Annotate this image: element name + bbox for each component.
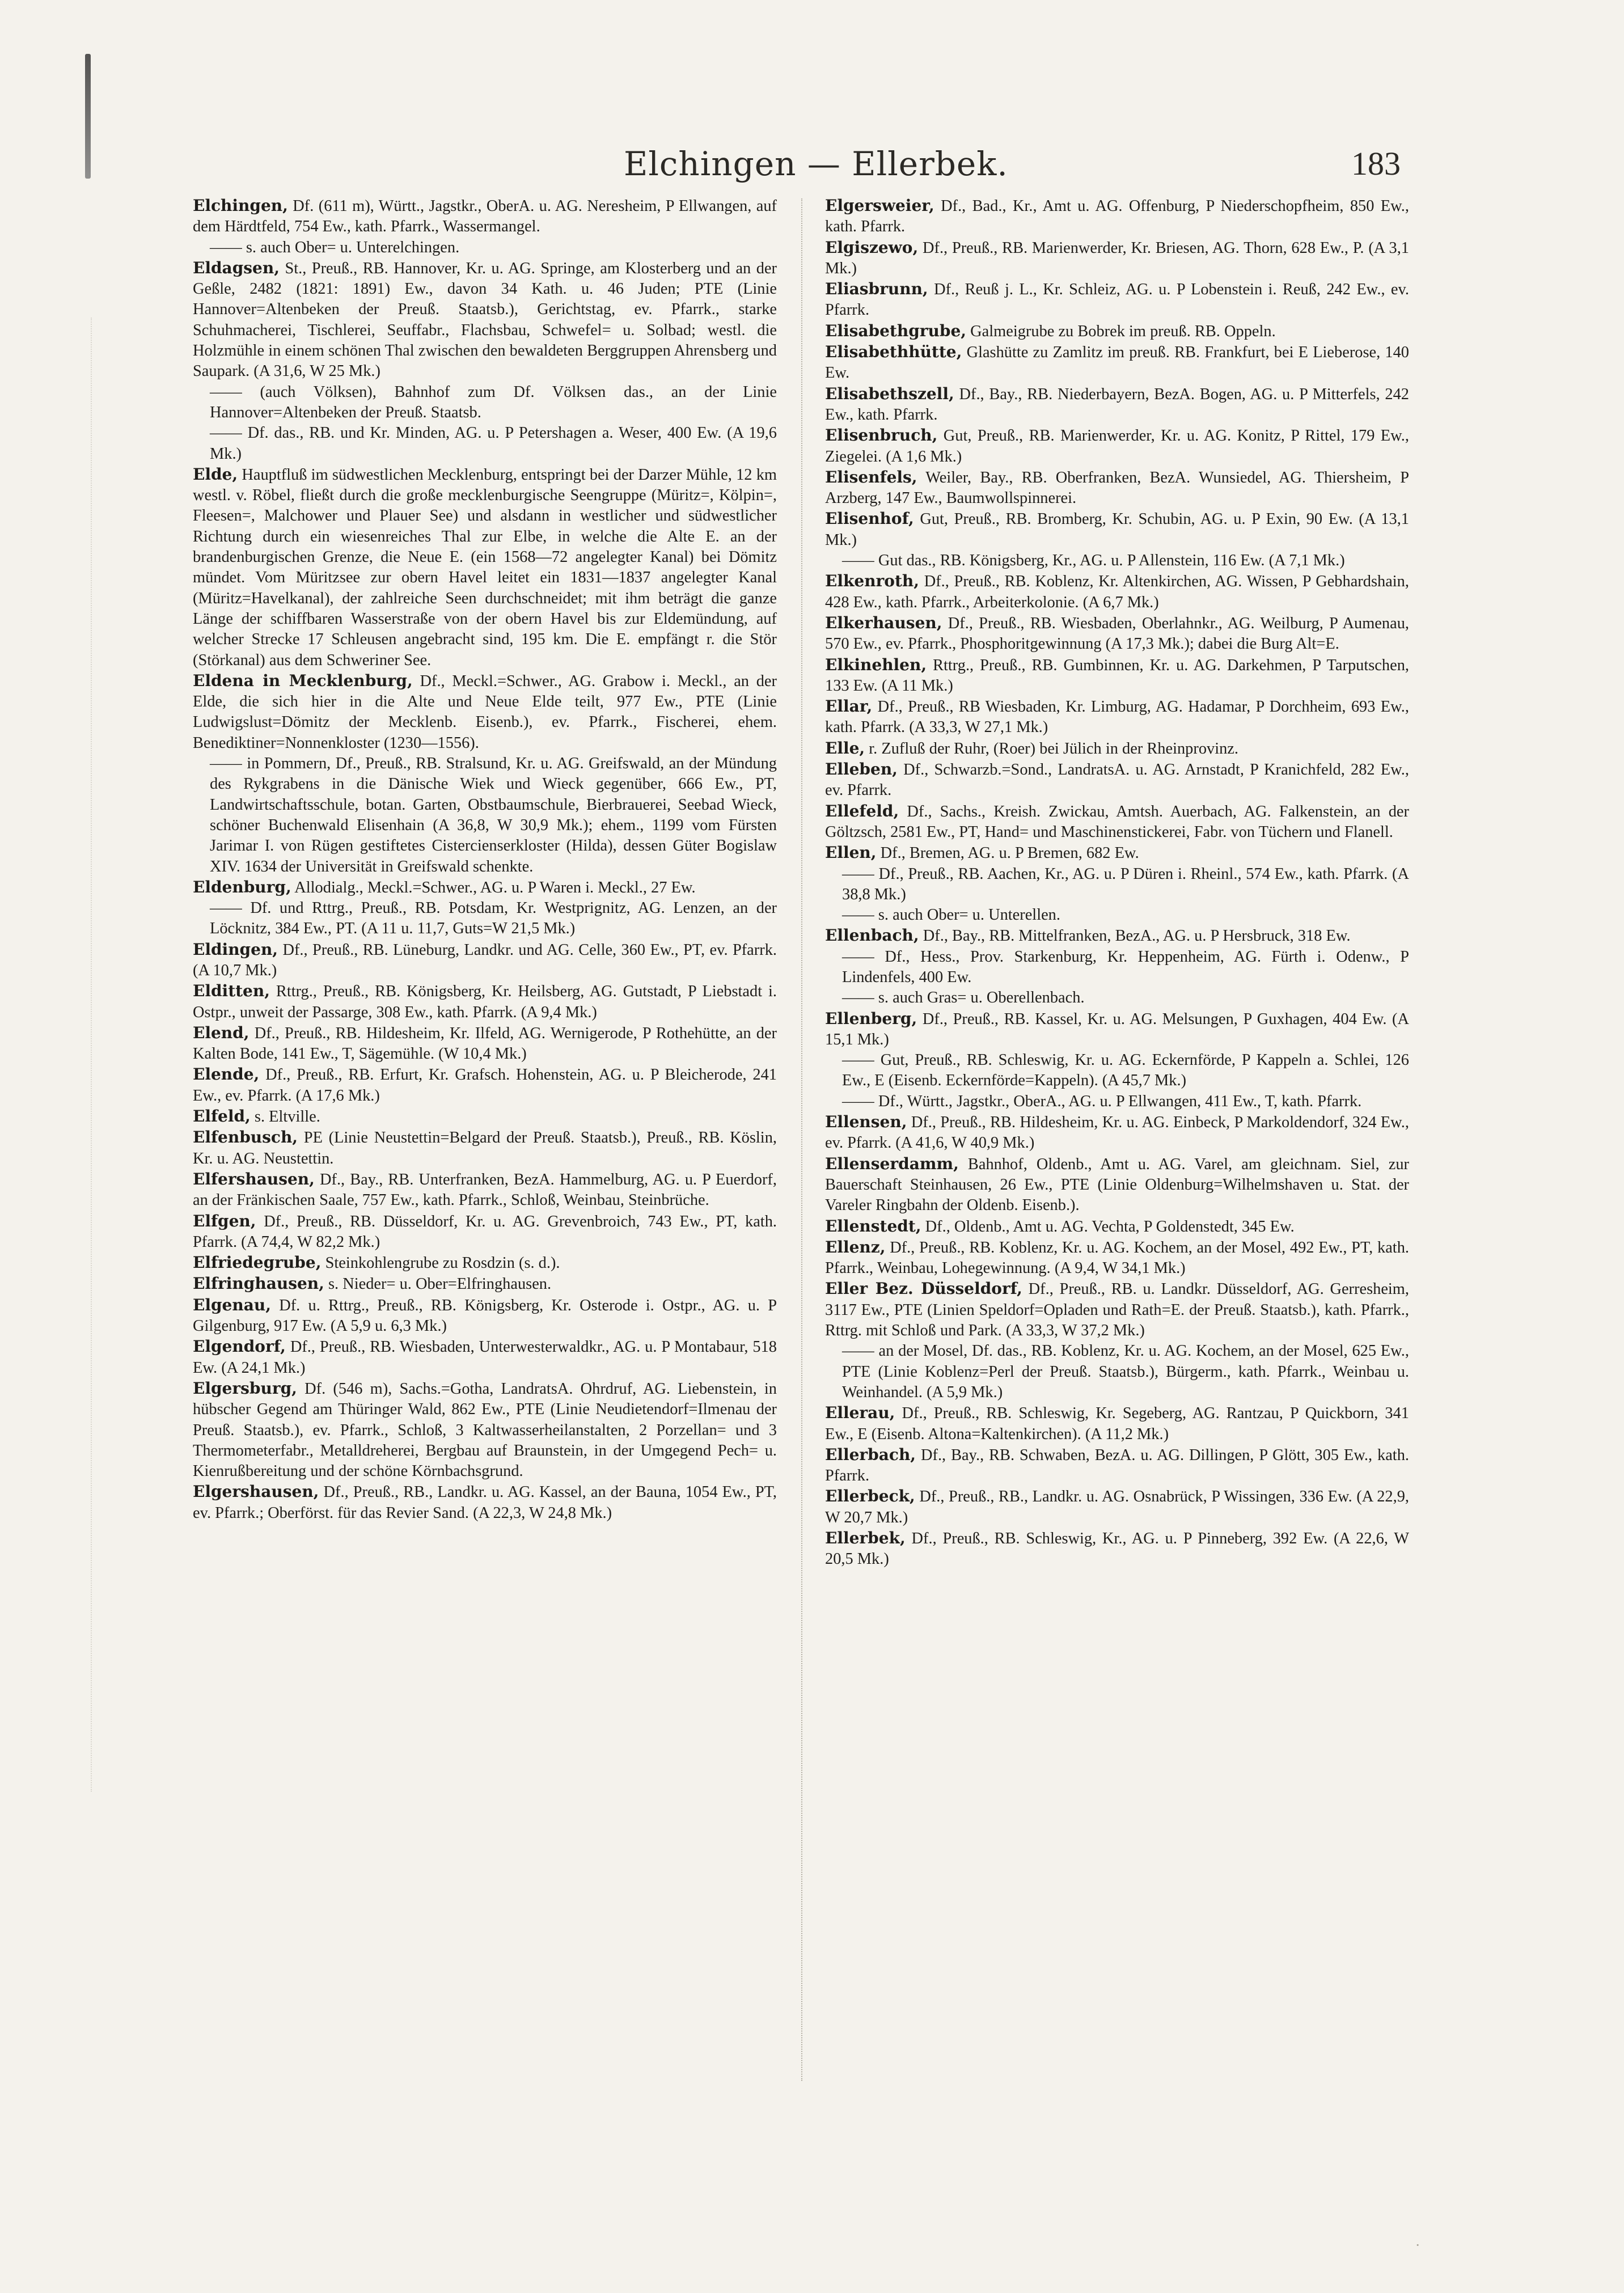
entry-text: —— Df., Preuß., RB. Aachen, Kr., AG. u. P Düren i. Rheinl., 574 Ew., kath. Pfarrk. (A 38,8 Mk.): [842, 865, 1409, 903]
entry-text: —— an der Mosel, Df. das., RB. Koblenz, Kr. u. AG. Kochem, an der Mosel, 625 Ew., PTE (Linie Koblenz=Perl der Preuß. Staatsb.), Bürgerm., kath. Pfarrk., Weinbau u. Weinhandel. (A 5,9 Mk.): [842, 1342, 1409, 1401]
entry-text: Df., Preuß., RB. Kassel, Kr. u. AG. Melsungen, P Guxhagen, 404 Ew. (A 15,1 Mk.): [825, 1010, 1409, 1048]
entry-text: Df., Bay., RB. Unterfranken, BezA. Hammelburg, AG. u. P Euerdorf, an der Fränkischen Saale, 757 Ew., kath. Pfarrk., Schloß, Weinbau, Steinbrüche.: [193, 1170, 777, 1209]
entry-text: Df., Preuß., RB. Marienwerder, Kr. Briesen, AG. Thorn, 628 Ew., P. (A 3,1 Mk.): [825, 239, 1409, 277]
entry-text: —— Gut das., RB. Königsberg, Kr., AG. u. P Allenstein, 116 Ew. (A 7,1 Mk.): [842, 552, 1345, 570]
entry-text: —— Df. das., RB. und Kr. Minden, AG. u. P Petershagen a. Weser, 400 Ew. (A 19,6 Mk.): [210, 424, 777, 463]
entry-text: Df., Sachs., Kreish. Zwickau, Amtsh. Auerbach, AG. Falkenstein, an der Göltzsch, 2581 Ew., PT, Hand= und Maschinenstickerei, Fabr. von Tüchern und Flanell.: [825, 802, 1409, 841]
dictionary-entry: [825, 1528, 1409, 1570]
dictionary-entry: [193, 981, 777, 1023]
entry-headword: Elfershausen,: [193, 1169, 315, 1188]
dictionary-entry: [825, 864, 1409, 906]
dictionary-entry: [825, 238, 1409, 280]
entry-headword: Elditten,: [193, 981, 270, 1001]
entry-text: Df., Preuß., RB. Hildesheim, Kr. Ilfeld, AG. Wernigerode, P Rothehütte, an der Kalten Bode, 141 Ew., T, Sägemühle. (W 10,4 Mk.): [193, 1024, 777, 1063]
entry-text: Df., Bad., Kr., Amt u. AG. Offenburg, P Niederschopfheim, 850 Ew., kath. Pfarrk.: [825, 197, 1409, 236]
entry-headword: Elisabethhütte,: [825, 342, 962, 362]
entry-text: Rttrg., Preuß., RB. Königsberg, Kr. Heilsberg, AG. Gutstadt, P Liebstadt i. Ostpr., unweit der Passarge, 308 Ew., kath. Pfarrk. (A 9,4 Mk.): [193, 983, 777, 1021]
page-header: [187, 145, 1401, 190]
entry-text: Galmeigrube zu Bobrek im preuß. RB. Oppeln.: [970, 322, 1276, 340]
entry-headword: Eller Bez. Düsseldorf,: [825, 1279, 1022, 1298]
dictionary-entry: [825, 1237, 1409, 1279]
dictionary-entry: [825, 801, 1409, 843]
dictionary-entry: [193, 464, 777, 671]
dictionary-entry: [193, 196, 777, 238]
running-title: Elchingen — Ellerbek.: [624, 145, 1008, 183]
entry-text: Df., Bay., RB. Schwaben, BezA. u. AG. Dillingen, P Glött, 305 Ew., kath. Pfarrk.: [825, 1446, 1409, 1485]
dictionary-entry: [825, 947, 1409, 988]
dictionary-entry: [825, 1091, 1409, 1112]
dictionary-entry: [825, 1445, 1409, 1487]
dictionary-entry: [193, 1211, 777, 1253]
entry-headword: Elkerhausen,: [825, 613, 942, 632]
entry-text: Df. u. Rttrg., Preuß., RB. Königsberg, Kr. Osterode i. Ostpr., AG. u. P Gilgenburg, 917 Ew. (A 5,9 u. 6,3 Mk.): [193, 1296, 777, 1335]
entry-headword: Ellar,: [825, 697, 873, 716]
dictionary-entry: [825, 613, 1409, 655]
dictionary-entry: [193, 258, 777, 382]
dictionary-entry: [825, 1279, 1409, 1341]
entry-headword: Elde,: [193, 464, 238, 484]
entry-headword: Elend,: [193, 1023, 249, 1042]
entry-headword: Eldenburg,: [193, 877, 291, 896]
entry-text: —— in Pommern, Df., Preuß., RB. Stralsund, Kr. u. AG. Greifswald, an der Mündung des Rykgrabens in die Dänische Wiek und Wieck gegenüber, 666 Ew., PT, Landwirtschaftsschule, botan. Garten, Obstbaumschule, Bierbrauerei, Seebad Wieck, schöner Buchenwald Elisenhain (A 36,8, W 30,9 Mk.); ehem., 1199 vom Fürsten Jarimar I. von Rügen gestiftetes Cistercienserkloster (Hilda), dessen Güter Bogislaw XIV. 1634 der Universität in Greifswald schenkte.: [210, 755, 777, 875]
dictionary-entry: [825, 759, 1409, 801]
entry-headword: Ellefeld,: [825, 801, 899, 820]
entry-headword: Elgendorf,: [193, 1337, 286, 1356]
entry-headword: Elfgen,: [193, 1211, 256, 1230]
entry-text: Df., Preuß., RB. Düsseldorf, Kr. u. AG. Grevenbroich, 743 Ew., PT, kath. Pfarrk. (A 74,4, W 82,2 Mk.): [193, 1212, 777, 1251]
dictionary-entry: [193, 1378, 777, 1482]
page-number: 183: [1351, 145, 1401, 182]
dictionary-entry: [825, 696, 1409, 738]
entry-headword: Ellerau,: [825, 1403, 895, 1423]
dictionary-entry: [193, 671, 777, 754]
entry-text: Weiler, Bay., RB. Oberfranken, BezA. Wunsiedel, AG. Thiersheim, P Arzberg, 147 Ew., Baumwollspinnerei.: [825, 468, 1409, 507]
dictionary-entry: [825, 1216, 1409, 1237]
dictionary-entry: [825, 655, 1409, 697]
dictionary-entry: [825, 571, 1409, 613]
entry-text: Df., Oldenb., Amt u. AG. Vechta, P Goldenstedt, 345 Ew.: [925, 1217, 1295, 1236]
dictionary-entry: [193, 382, 777, 424]
entry-text: Glashütte zu Zamlitz im preuß. RB. Frankfurt, bei E Lieberose, 140 Ew.: [825, 344, 1409, 382]
dictionary-entry: [825, 467, 1409, 509]
entry-headword: Eldagsen,: [193, 258, 280, 277]
dictionary-entry: [193, 754, 777, 877]
entry-text: Df., Preuß., RB. Lüneburg, Landkr. und AG. Celle, 360 Ew., PT, ev. Pfarrk. (A 10,7 Mk.): [193, 941, 777, 979]
entry-text: Gut, Preuß., RB. Marienwerder, Kr. u. AG. Konitz, P Rittel, 179 Ew., Ziegelei. (A 1,6 Mk.): [825, 427, 1409, 466]
entry-headword: Elgiszewo,: [825, 238, 919, 257]
entry-headword: Ellensen,: [825, 1112, 907, 1132]
dictionary-entry: [193, 1169, 777, 1211]
dictionary-entry: [825, 905, 1409, 925]
entry-headword: Elleben,: [825, 760, 898, 779]
entry-headword: Elfriedegrube,: [193, 1253, 322, 1272]
entry-text: Df., Preuß., RB. Wiesbaden, Oberlahnkr., AG. Weilburg, P Aumenau, 570 Ew., ev. Pfarrk., Phosphoritgewinnung (A 17,3 Mk.); dabei die Burg Alt=E.: [825, 614, 1409, 653]
entry-text: Df., Preuß., RB. Koblenz, Kr. Altenkirchen, AG. Wissen, P Gebhardshain, 428 Ew., kath. Pfarrk., Arbeiterkolonie. (A 6,7 Mk.): [825, 573, 1409, 611]
margin-dots: [91, 318, 100, 1792]
entry-text: Df., Bay., RB. Mittelfranken, BezA., AG. u. P Hersbruck, 318 Ew.: [923, 927, 1351, 945]
entry-headword: Elfeld,: [193, 1107, 251, 1126]
dictionary-entry: [825, 925, 1409, 946]
entry-text: PE (Linie Neustettin=Belgard der Preuß. Staatsb.), Preuß., RB. Köslin, Kr. u. AG. Neustettin.: [193, 1129, 777, 1167]
entry-text: Df., Reuß j. L., Kr. Schleiz, AG. u. P Lobenstein i. Reuß, 242 Ew., ev. Pfarrk.: [825, 281, 1409, 319]
dictionary-entry: [193, 1127, 777, 1169]
entry-text: St., Preuß., RB. Hannover, Kr. u. AG. Springe, am Klosterberg und an der Geßle, 2482 (1821: 1891) Ew., davon 34 Kath. u. 46 Juden; PTE (Linie Hannover=Altenbeken der Preuß. Staatsb.), Gerichtstag, ev. Pfarrk., starke Schuhmacherei, Tischlerei, Seuffabr., Flachsbau, Schwefel= u. Solbad; westl. die Holzmühle in einem schönen Thal zwischen den bewaldeten Berggruppen Ahrensberg und Saupark. (A 31,6, W 25 Mk.): [193, 259, 777, 380]
entry-headword: Elle,: [825, 738, 865, 758]
dictionary-entry: [193, 1064, 777, 1106]
entry-headword: Elisenhof,: [825, 509, 914, 528]
entry-headword: Ellenberg,: [825, 1009, 917, 1028]
entry-text: Df. (546 m), Sachs.=Gotha, LandratsA. Ohrdruf, AG. Liebenstein, in hübscher Gegend am Thüringer Wald, 862 Ew., PTE (Linie Neudietendorf=Ilmenau der Preuß. Staatsb.), ev. Pfarrk., Schloß, 3 Kaltwasserheilanstalten, 2 Porzellan= und 3 Thermometerfabr., Metalldreherei, Bergbau auf Braunstein, in der Umgegend Pech= u. Kienrußbereitung und der schöne Körnbachsgrund.: [193, 1380, 777, 1480]
entry-text: —— Df., Hess., Prov. Starkenburg, Kr. Heppenheim, AG. Fürth i. Odenw., P Lindenfels, 400 Ew.: [842, 947, 1409, 986]
entry-text: Gut, Preuß., RB. Bromberg, Kr. Schubin, AG. u. P Exin, 90 Ew. (A 13,1 Mk.): [825, 510, 1409, 549]
entry-text: Df., Meckl.=Schwer., AG. Grabow i. Meckl., an der Elde, die sich hier in die Alte und Neue Elde teilt, 977 Ew., PTE (Linie Ludwigslust=Dömitz der Mecklenb. Eisenb.), ev. Pfarrk., Fischerei, ehem. Benediktiner=Nonnenkloster (1230—1556).: [193, 672, 777, 752]
entry-text: —— Df. und Rttrg., Preuß., RB. Potsdam, Kr. Westprignitz, AG. Lenzen, an der Löcknitz, 384 Ew., PT. (A 11 u. 11,7, Guts=W 21,5 Mk.): [210, 899, 777, 938]
entry-headword: Ellerbeck,: [825, 1487, 915, 1506]
entry-text: Hauptfluß im südwestlichen Mecklenburg, entspringt bei der Darzer Mühle, 12 km westl. v. Röbel, fließt durch die große mecklenburgische Seengruppe (Müritz=, Kölpin=, Fleesen=, Malchower und Plauer See) und alsdann in westlicher und südwestlicher Richtung durch ein wiesenreiches Thal zur Elbe, in welche die Alte E. an der brandenburgischen Grenze, die Neue E. (ein 1568—72 angelegter Kanal) bei Dömitz mündet. Vom Müritzsee zur obern Havel leitet ein 1831—1837 angelegter Kanal (Müritz=Havelkanal), der zahlreiche Seen durchschneidet; mit ihm beträgt die ganze Länge der schiffbaren Wasserstraße von der obern Havel bis zur Eldemündung, auf welcher Strecke 17 Schleusen angebracht sind, 195 km. Die E. empfängt r. die Stör (Störkanal) aus dem Schweriner See.: [193, 466, 777, 669]
entry-text: —— Gut, Preuß., RB. Schleswig, Kr. u. AG. Eckernförde, P Kappeln a. Schlei, 126 Ew., E (Eisenb. Eckernförde=Kappeln). (A 45,7 Mk.): [842, 1051, 1409, 1090]
dictionary-entry: [825, 384, 1409, 426]
entry-headword: Ellenbach,: [825, 926, 919, 945]
corner-smudge: ·: [1415, 2237, 1420, 2253]
entry-text: Df., Preuß., RB Wiesbaden, Kr. Limburg, AG. Hadamar, P Dorchheim, 693 Ew., kath. Pfarrk. (A 33,3, W 27,1 Mk.): [825, 698, 1409, 737]
entry-text: —— Df., Württ., Jagstkr., OberA., AG. u. P Ellwangen, 411 Ew., T, kath. Pfarrk.: [842, 1092, 1362, 1110]
dictionary-entry: [825, 321, 1409, 342]
entry-headword: Elgershausen,: [193, 1482, 319, 1501]
entry-headword: Elgersweier,: [825, 196, 934, 215]
entry-headword: Elisabethszell,: [825, 384, 954, 403]
entry-headword: Elende,: [193, 1065, 260, 1084]
entry-headword: Ellenstedt,: [825, 1216, 921, 1236]
entry-text: Allodialg., Meckl.=Schwer., AG. u. P Waren i. Meckl., 27 Ew.: [294, 878, 696, 896]
entry-text: Df., Bay., RB. Niederbayern, BezA. Bogen, AG. u. P Mitterfels, 242 Ew., kath. Pfarrk.: [825, 385, 1409, 424]
dictionary-entry: [193, 1106, 777, 1127]
dictionary-entry: [193, 1023, 777, 1065]
dictionary-entry: [825, 279, 1409, 321]
entry-text: Df., Preuß., RB. Schleswig, Kr., AG. u. P Pinneberg, 392 Ew. (A 22,6, W 20,5 Mk.): [825, 1530, 1409, 1568]
entry-headword: Eldena in Mecklenburg,: [193, 671, 413, 690]
entry-text: —— s. auch Ober= u. Unterelchingen.: [210, 238, 460, 256]
entry-headword: Elisenfels,: [825, 467, 917, 486]
entry-text: —— s. auch Gras= u. Oberellenbach.: [842, 989, 1085, 1007]
dictionary-entry: [825, 1403, 1409, 1445]
dictionary-entry: [825, 425, 1409, 467]
entry-text: Df., Preuß., RB. u. Landkr. Düsseldorf, AG. Gerresheim, 3117 Ew., PTE (Linien Speldorf=Opladen und Rath=E. der Preuß. Staatsb.), kath. Pfarrk., Rttrg. mit Schloß und Park. (A 33,3, W 37,2 Mk.): [825, 1280, 1409, 1340]
entry-text: Df., Preuß., RB. Hildesheim, Kr. u. AG. Einbeck, P Markoldendorf, 324 Ew., ev. Pfarrk. (A 41,6, W 40,9 Mk.): [825, 1114, 1409, 1152]
entry-headword: Elisabethgrube,: [825, 321, 967, 340]
dictionary-entry: [193, 1336, 777, 1378]
entry-text: Df., Preuß., RB., Landkr. u. AG. Osnabrück, P Wissingen, 336 Ew. (A 22,9, W 20,7 Mk.): [825, 1488, 1409, 1526]
entry-text: Rttrg., Preuß., RB. Gumbinnen, Kr. u. AG. Darkehmen, P Tarputschen, 133 Ew. (A 11 Mk.): [825, 656, 1409, 695]
entry-headword: Ellenz,: [825, 1237, 886, 1257]
entry-headword: Elisenbruch,: [825, 426, 938, 445]
dictionary-entry: [193, 1274, 777, 1294]
dictionary-entry: [825, 1486, 1409, 1528]
entry-text: s. Eltville.: [254, 1108, 320, 1126]
right-column: [825, 196, 1409, 1570]
dictionary-entry: [825, 1341, 1409, 1403]
dictionary-entry: [193, 877, 777, 898]
entry-headword: Ellerbach,: [825, 1445, 916, 1464]
binding-mark: [85, 54, 91, 179]
dictionary-entry: [193, 423, 777, 464]
dictionary-entry: [825, 509, 1409, 551]
entry-text: Bahnhof, Oldenb., Amt u. AG. Varel, am gleichnam. Siel, zur Bauerschaft Steinhausen, 26 Ew., PTE (Linie Oldenburg=Wilhelmshaven u. Stat. der Vareler Ringbahn der Oldenb. Eisenb.).: [825, 1155, 1409, 1215]
dictionary-entry: [193, 1253, 777, 1274]
entry-text: Df. (611 m), Württ., Jagstkr., OberA. u. AG. Neresheim, P Ellwangen, auf dem Härdtfeld, 754 Ew., kath. Pfarrk., Wassermangel.: [193, 197, 777, 236]
left-column: [193, 196, 777, 1524]
entry-text: s. Nieder= u. Ober=Elfringhausen.: [328, 1275, 552, 1293]
entry-text: Df., Preuß., RB. Schleswig, Kr. Segeberg, AG. Rantzau, P Quickborn, 341 Ew., E (Eisenb. Altona=Kaltenkirchen). (A 11,2 Mk.): [825, 1404, 1409, 1443]
entry-headword: Eliasbrunn,: [825, 280, 928, 299]
entry-headword: Elgenau,: [193, 1295, 271, 1314]
entry-text: —— (auch Völksen), Bahnhof zum Df. Völksen das., an der Linie Hannover=Altenbeken der Preuß. Staatsb.: [210, 383, 777, 421]
dictionary-entry: [825, 988, 1409, 1008]
entry-text: Df., Preuß., RB. Koblenz, Kr. u. AG. Kochem, an der Mosel, 492 Ew., PT, kath. Pfarrk., Weinbau, Lohegewinnung. (A 9,4, W 34,1 Mk.): [825, 1238, 1409, 1277]
entry-text: Df., Preuß., RB. Erfurt, Kr. Grafsch. Hohenstein, AG. u. P Bleicherode, 241 Ew., ev. Pfarrk. (A 17,6 Mk.): [193, 1066, 777, 1105]
dictionary-entry: [825, 1154, 1409, 1216]
entry-headword: Elfringhausen,: [193, 1274, 324, 1293]
entry-text: Steinkohlengrube zu Rosdzin (s. d.).: [325, 1254, 560, 1272]
entry-text: Df., Preuß., RB. Wiesbaden, Unterwesterwaldkr., AG. u. P Montabaur, 518 Ew. (A 24,1 Mk.): [193, 1338, 777, 1377]
entry-headword: Elfenbusch,: [193, 1128, 298, 1147]
entry-headword: Eldingen,: [193, 940, 278, 959]
column-divider: [801, 198, 802, 2081]
entry-headword: Elchingen,: [193, 196, 288, 215]
dictionary-entry: [193, 1482, 777, 1524]
entry-text: —— s. auch Ober= u. Unterellen.: [842, 906, 1060, 924]
entry-headword: Elkinehlen,: [825, 655, 927, 674]
entry-headword: Ellerbek,: [825, 1529, 906, 1547]
dictionary-entry: [825, 843, 1409, 864]
dictionary-entry: [825, 342, 1409, 384]
entry-text: Df., Preuß., RB., Landkr. u. AG. Kassel, an der Bauna, 1054 Ew., PT, ev. Pfarrk.; Oberförst. für das Revier Sand. (A 22,3, W 24,8 Mk.): [193, 1483, 777, 1522]
dictionary-entry: [825, 1009, 1409, 1051]
dictionary-entry: [193, 898, 777, 940]
dictionary-entry: [825, 1050, 1409, 1091]
dictionary-entry: [193, 238, 777, 258]
entry-text: Df., Bremen, AG. u. P Bremen, 682 Ew.: [880, 844, 1139, 862]
entry-headword: Ellenserdamm,: [825, 1154, 959, 1173]
entry-text: Df., Schwarzb.=Sond., LandratsA. u. AG. Arnstadt, P Kranichfeld, 282 Ew., ev. Pfarrk.: [825, 761, 1409, 799]
dictionary-entry: [193, 1295, 777, 1337]
entry-headword: Ellen,: [825, 843, 877, 862]
dictionary-entry: [825, 1112, 1409, 1154]
dictionary-entry: [825, 196, 1409, 238]
entry-text: r. Zufluß der Ruhr, (Roer) bei Jülich in der Rheinprovinz.: [869, 739, 1238, 758]
entry-headword: Elgersburg,: [193, 1378, 297, 1398]
dictionary-entry: [193, 940, 777, 981]
dictionary-entry: [825, 551, 1409, 571]
dictionary-entry: [825, 738, 1409, 759]
entry-headword: Elkenroth,: [825, 572, 920, 591]
